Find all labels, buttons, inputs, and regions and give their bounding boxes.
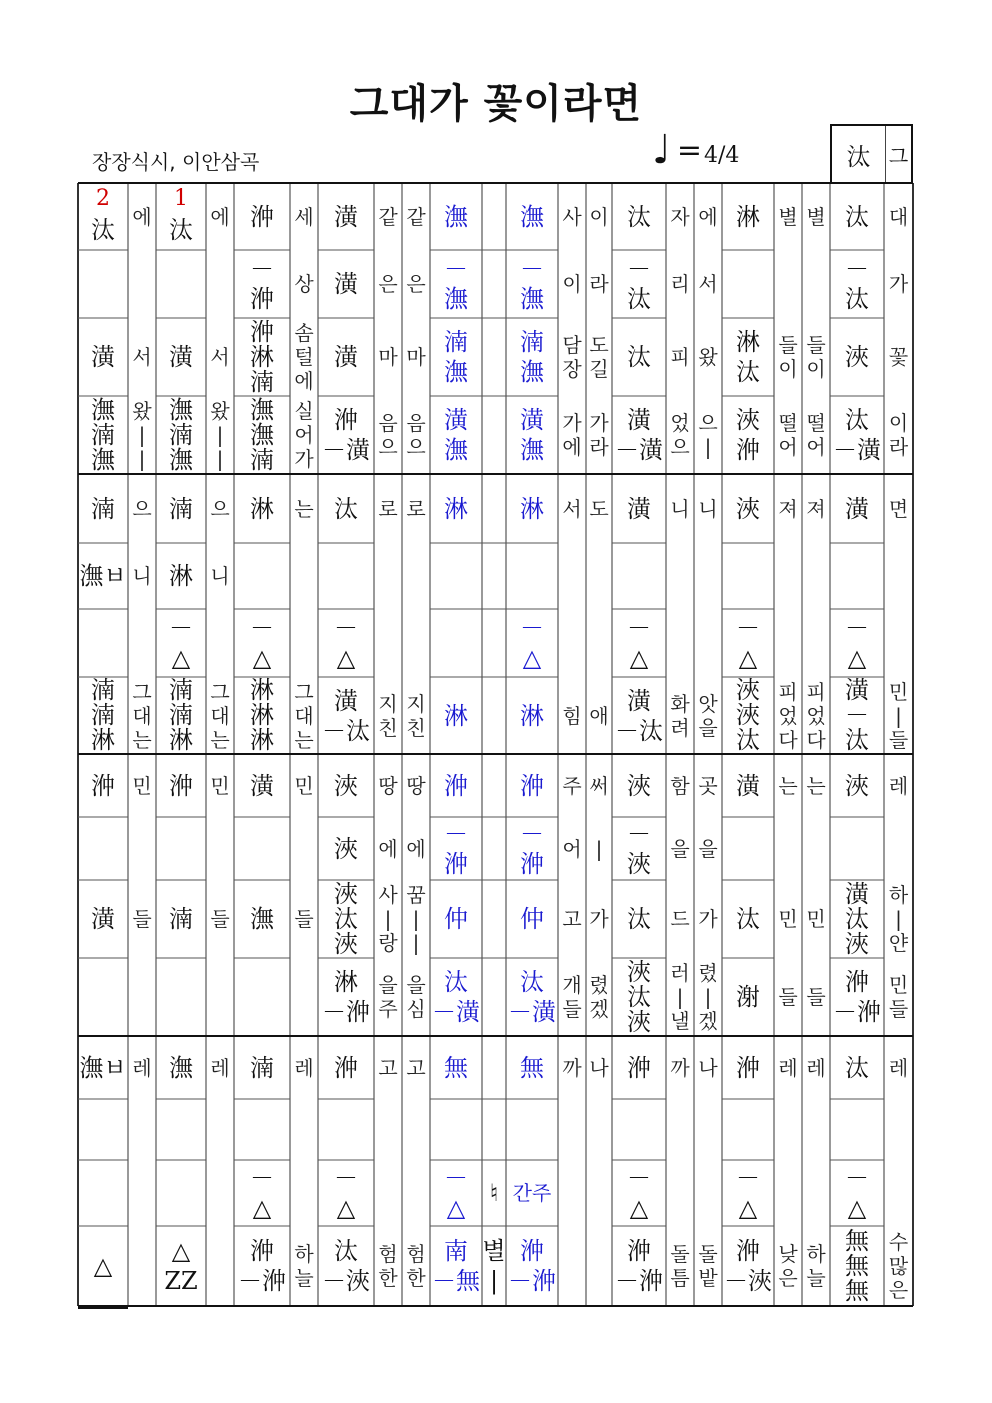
pitch-cell: 汰 [91, 215, 115, 244]
lyric-syllable: 낮 은 [778, 1242, 798, 1290]
lyric-syllable: 고 [406, 1055, 426, 1080]
pitch-cell: 湳 [169, 905, 193, 933]
pitch-cell: － △ [845, 614, 869, 672]
pitch-cell: 潢 [334, 202, 358, 231]
lyric-syllable: 민 들 [888, 973, 909, 1021]
lyric-syllable: 왔 | | [210, 399, 230, 471]
pitch-cell: 潢 [91, 905, 115, 933]
lyric-syllable: 은 [406, 272, 426, 296]
pitch-cell: 㳞 －㳞 [508, 1237, 556, 1295]
lyric-syllable: 에 [698, 204, 718, 229]
lyric-syllable: 도 길 [589, 333, 609, 381]
lyric-syllable: 험 한 [406, 1242, 426, 1290]
pitch-cell: 湳 [169, 494, 193, 523]
lyric-syllable: 별 [778, 204, 798, 229]
lyric-syllable: 앗 을 [698, 691, 718, 740]
pitch-cell: 汰 －潢 [508, 968, 556, 1026]
lyric-syllable: 민 [210, 773, 230, 798]
lyric-syllable: 레 [778, 1055, 798, 1080]
pitch-cell: 無 [520, 1053, 544, 1082]
pitch-cell: 淋 [520, 701, 544, 730]
pitch-cell: 㳞 －㳞 [238, 1237, 286, 1295]
pitch-cell: － 㳞 [444, 819, 468, 878]
lyric-syllable: 마 [378, 345, 398, 369]
pitch-cell: 浹 [334, 834, 358, 863]
lyric-syllable: 험 한 [378, 1242, 398, 1290]
pitch-cell: 浹 汰 浹 [627, 957, 651, 1036]
pitch-cell: 無 無 無 [845, 1226, 869, 1305]
lyric-syllable: 라 [589, 272, 609, 296]
lyric-syllable: 마 [406, 345, 426, 369]
lyric-syllable: 는 [778, 773, 798, 798]
pitch-cell: 淋 －㳞 [322, 968, 370, 1026]
lyric-syllable: 지 친 [406, 691, 426, 740]
pitch-cell: 潢 [334, 343, 358, 371]
lyric-syllable: 에 [210, 204, 230, 229]
pickup-lyric: 그 [888, 143, 909, 168]
lyric-syllable: 레 [294, 1055, 314, 1080]
lyric-syllable: 리 [670, 272, 690, 296]
pitch-cell: 潢 [334, 270, 358, 298]
lyric-syllable: 드 [670, 907, 690, 931]
pitch-cell: 淋 [444, 701, 468, 730]
lyric-syllable: 렸 겠 [589, 973, 609, 1021]
lyric-syllable: 니 [210, 564, 230, 588]
pitch-cell: 간주 [512, 1181, 552, 1205]
pitch-cell: 潕 潕 湳 [250, 395, 274, 474]
lyric-syllable: 가 [589, 907, 609, 931]
lyric-syllable: 니 [698, 496, 718, 521]
lyric-syllable: 을 [698, 836, 718, 861]
lyric-syllable: 피 었 다 [778, 679, 798, 752]
lyric-syllable: 같 [406, 204, 426, 229]
lyric-syllable: 을 심 [406, 973, 426, 1021]
pitch-cell: 潢 －汰 [615, 686, 663, 745]
lyric-syllable: 들 [210, 907, 230, 931]
lyric-syllable: 떨 어 [778, 411, 798, 459]
lyric-syllable: 에 [378, 836, 398, 861]
pitch-cell: 汰 [627, 905, 651, 933]
lyric-syllable: 가 라 [589, 411, 609, 459]
pitch-cell: 㳞 －潢 [322, 406, 370, 464]
lyric-syllable: 에 [406, 836, 426, 861]
pitch-cell: 仲 [520, 905, 544, 933]
pitch-cell: 浹 [845, 343, 869, 371]
pitch-cell: 浹 汰 浹 [334, 879, 358, 958]
lyric-syllable: 렸 | 겠 [698, 961, 718, 1033]
lyric-syllable: 었 으 [670, 411, 690, 459]
lyric-syllable: 음 으 [378, 411, 398, 459]
pitch-cell: 㳞 淋 湳 [250, 317, 274, 396]
pickup-pitch: 汰 [832, 126, 886, 182]
lyric-syllable: 서 [132, 345, 152, 369]
lyric-syllable: 민 [806, 907, 826, 931]
lyric-syllable: 들 이 [778, 333, 798, 381]
lyric-syllable: 같 [378, 204, 398, 229]
pitch-cell: － △ [845, 1164, 869, 1222]
lyric-syllable: 대 [888, 204, 909, 229]
lyric-syllable: 써 [589, 773, 609, 798]
lyric-syllable: 곳 [698, 773, 718, 798]
lyric-syllable: 져 [778, 496, 798, 521]
pitch-cell: 汰 －潢 [833, 406, 881, 464]
lyric-syllable: 을 [670, 836, 690, 861]
pitch-cell: 淋 汰 [736, 328, 760, 386]
lyric-syllable: 면 [888, 496, 909, 521]
lyric-syllable: 으 | [698, 411, 718, 459]
pitch-cell: 汰 [169, 215, 193, 244]
lyric-syllable: 피 [670, 345, 690, 369]
pitch-cell: 湳 湳 淋 [169, 676, 193, 754]
pitch-cell: － 潕 [444, 255, 468, 313]
pitch-cell: 潕ㅂ [79, 562, 127, 590]
lyric-syllable: 이 [562, 272, 582, 296]
pitch-cell: 浹 [736, 494, 760, 523]
lyric-syllable: 애 [589, 703, 609, 728]
pitch-cell: ♮ [489, 1179, 499, 1207]
pitch-cell: 潕 [169, 1053, 193, 1082]
pitch-cell: 淋 [169, 562, 193, 590]
lyric-syllable: 땅 [406, 773, 426, 798]
pitch-cell: 潢 潕 [444, 406, 468, 464]
pitch-cell: 汰 －浹 [322, 1237, 370, 1295]
pitch-cell: 潢 [91, 343, 115, 371]
lyric-syllable: 돌 틈 [670, 1242, 690, 1290]
lyric-syllable: 세 [294, 204, 314, 229]
lyric-syllable: 가 [698, 907, 718, 931]
pitch-cell: 無 [444, 1053, 468, 1082]
lyric-syllable: 들 [294, 907, 314, 931]
pitch-cell: － △ [334, 614, 358, 672]
lyric-syllable: 떨 어 [806, 411, 826, 459]
quarter-note-icon: ♩ [652, 127, 671, 173]
lyric-syllable: 음 으 [406, 411, 426, 459]
pitch-cell: － △ [334, 1164, 358, 1222]
pitch-cell: 潕ㅂ [79, 1053, 127, 1082]
lyric-syllable: 그 대 는 [294, 679, 314, 752]
pitch-cell: － 汰 [627, 255, 651, 313]
pitch-cell: 仲 [444, 905, 468, 933]
pitch-cell: 㳞 [91, 771, 115, 800]
lyric-syllable: 레 [888, 1055, 909, 1080]
pitch-cell: － 潕 [520, 255, 544, 313]
lyric-syllable: 을 주 [378, 973, 398, 1021]
pitch-cell: 潢 －汰 [322, 686, 370, 745]
pitch-cell: － △ [250, 614, 274, 672]
lyric-syllable: 나 [698, 1055, 718, 1080]
lyric-syllable: 땅 [378, 773, 398, 798]
lyric-syllable: 사 [562, 204, 582, 229]
pitch-cell: 㳞 [334, 1053, 358, 1082]
pitch-cell: 潢 [169, 343, 193, 371]
lyric-syllable: 그 대 는 [210, 679, 230, 752]
pitch-cell: － △ [627, 614, 651, 672]
lyric-syllable: 서 [698, 272, 718, 296]
pitch-cell: 㳞 [627, 1053, 651, 1082]
lyric-syllable: 가 에 [562, 411, 582, 459]
lyric-syllable: 은 [378, 272, 398, 296]
volta-number: 1 [174, 185, 188, 211]
pitch-cell: 㳞 [169, 771, 193, 800]
pitch-cell: 汰 －潢 [432, 968, 480, 1026]
lyric-syllable: 에 [132, 204, 152, 229]
lyric-syllable: 는 [294, 496, 314, 521]
pitch-cell: － △ [520, 614, 544, 672]
lyric-syllable: 민 | 들 [888, 679, 909, 752]
lyric-syllable: 나 [589, 1055, 609, 1080]
pitch-cell: 㳞 －㳞 [833, 968, 881, 1026]
lyric-syllable: 왔 | | [132, 399, 152, 471]
pitch-cell: 별 | [482, 1237, 506, 1295]
lyric-syllable: 주 [562, 773, 582, 798]
pitch-cell: － △ [736, 1164, 760, 1222]
pitch-cell: 㳞 [520, 771, 544, 800]
pitch-cell: 淋 [250, 494, 274, 523]
pitch-cell: 潕 [520, 202, 544, 231]
lyric-syllable: 들 [132, 907, 152, 931]
lyric-syllable: 레 [806, 1055, 826, 1080]
lyric-syllable: 레 [888, 773, 909, 798]
lyric-syllable: 도 [589, 496, 609, 521]
pitch-cell: － △ [250, 1164, 274, 1222]
lyric-syllable: 니 [670, 496, 690, 521]
lyric-syllable: 힘 [562, 703, 582, 728]
pitch-cell: － 㳞 [250, 255, 274, 313]
pitch-cell: 潕 湳 潕 [169, 395, 193, 474]
lyric-syllable: 꿈 | | [406, 883, 426, 955]
lyric-syllable: 이 라 [888, 411, 909, 459]
pitch-cell: 㳞 －浹 [724, 1237, 772, 1295]
pitch-cell: 湳 湳 淋 [91, 676, 115, 754]
lyric-syllable: 민 [778, 907, 798, 931]
lyric-syllable: 져 [806, 496, 826, 521]
tempo-value: 4/4 [704, 142, 740, 168]
pitch-cell: 潢 [627, 494, 651, 523]
pitch-cell: 湳 [91, 494, 115, 523]
lyric-syllable: 지 친 [378, 691, 398, 740]
lyric-syllable: 고 [378, 1055, 398, 1080]
lyric-syllable: 피 었 다 [806, 679, 826, 752]
lyric-syllable: 까 [562, 1055, 582, 1080]
lyric-syllable: 하 | 얀 [888, 883, 909, 955]
pitch-cell: 潢 [845, 494, 869, 523]
pitch-cell: 汰 [845, 202, 869, 231]
lyric-syllable: 로 [378, 496, 398, 521]
pitch-cell: － △ [736, 614, 760, 672]
pitch-cell: 汰 [736, 905, 760, 933]
pitch-cell: 淋 淋 淋 [250, 676, 274, 754]
pitch-cell: 浹 [845, 771, 869, 800]
lyric-syllable: 실 어 가 [294, 399, 314, 471]
lyric-syllable: 수 많 은 [888, 1230, 909, 1302]
lyric-syllable: 꽃 [888, 345, 909, 369]
volta-number: 2 [96, 185, 110, 211]
lyric-syllable: 는 [806, 773, 826, 798]
lyric-syllable: 함 [670, 773, 690, 798]
pitch-cell: 潕 [444, 202, 468, 231]
lyric-syllable: 개 들 [562, 973, 582, 1021]
lyric-syllable: 서 [210, 345, 230, 369]
pitch-cell: 㳞 [444, 771, 468, 800]
lyric-syllable: 그 대 는 [132, 679, 152, 752]
lyric-syllable: 들 이 [806, 333, 826, 381]
lyric-syllable: 들 [806, 985, 826, 1009]
pitch-cell: 汰 [845, 1053, 869, 1082]
pitch-cell: － 㳞 [520, 819, 544, 878]
lyric-syllable: 민 [132, 773, 152, 798]
pitch-cell: 浹 浹 汰 [736, 676, 760, 754]
pitch-cell: 潢 潕 [520, 406, 544, 464]
pitch-cell: 淋 [444, 494, 468, 523]
pitch-cell: 淋 [736, 202, 760, 231]
pitch-cell: 浹 [334, 771, 358, 800]
pitch-cell: 㴬 [736, 983, 760, 1011]
lyric-syllable: 레 [132, 1055, 152, 1080]
pitch-cell: 潢 [736, 771, 760, 800]
lyric-syllable: 자 [670, 204, 690, 229]
lyric-syllable: 레 [210, 1055, 230, 1080]
lyric-syllable: 서 [562, 496, 582, 521]
pitch-cell: 潕 [250, 905, 274, 933]
lyric-syllable: 까 [670, 1055, 690, 1080]
page-title: 그대가 꽃이라면 [349, 81, 643, 127]
pitch-cell: 㳞 [736, 1053, 760, 1082]
lyric-syllable: 들 [778, 985, 798, 1009]
pitch-cell: 潢 [250, 771, 274, 800]
pitch-cell: △ ZZ [164, 1237, 198, 1295]
tempo-equals: = [676, 132, 703, 168]
lyric-syllable: 러 | 낼 [670, 961, 690, 1033]
pitch-cell: 湳 潕 [520, 328, 544, 386]
pitch-cell: 潢 － 汰 [845, 676, 869, 754]
pitch-cell: － 浹 [627, 819, 651, 878]
lyric-syllable: 별 [806, 204, 826, 229]
lyric-syllable: 사 | 랑 [378, 883, 398, 955]
lyric-syllable: 으 [132, 496, 152, 521]
lyric-syllable: 담 장 [562, 333, 582, 381]
lyric-syllable: 돌 밭 [698, 1242, 718, 1290]
pitch-cell: 湳 [250, 1053, 274, 1082]
pitch-cell: 南 －無 [432, 1237, 480, 1295]
pitch-cell: 湳 潕 [444, 328, 468, 386]
pitch-cell: 㳞 [250, 202, 274, 231]
pitch-cell: 汰 [627, 343, 651, 371]
pitch-cell: 潕 湳 潕 [91, 395, 115, 474]
composer-credits: 장장식시, 이안삼곡 [92, 150, 260, 174]
lyric-syllable: 상 [294, 272, 314, 296]
lyric-syllable: 고 [562, 907, 582, 931]
pitch-cell: 潢 －潢 [615, 406, 663, 464]
pitch-cell: △ [93, 1252, 113, 1280]
pitch-cell: 浹 㳞 [736, 406, 760, 464]
lyric-syllable: | [595, 836, 603, 861]
pitch-cell: 淋 [520, 494, 544, 523]
pitch-cell: 潢 汰 浹 [845, 879, 869, 958]
lyric-syllable: 하 늘 [806, 1242, 826, 1290]
lyric-syllable: 하 늘 [294, 1242, 314, 1290]
pitch-cell: 汰 [334, 494, 358, 523]
lyric-syllable: 로 [406, 496, 426, 521]
lyric-syllable: 민 [294, 773, 314, 798]
pitch-cell: － 汰 [845, 255, 869, 313]
pitch-cell: 浹 [627, 771, 651, 800]
pitch-cell: 㳞 －㳞 [615, 1237, 663, 1295]
lyric-syllable: 화 려 [670, 691, 690, 740]
lyric-syllable: 으 [210, 496, 230, 521]
pitch-cell: － △ [169, 614, 193, 672]
lyric-syllable: 니 [132, 564, 152, 588]
pitch-cell: － △ [444, 1164, 468, 1222]
pitch-cell: 汰 [627, 202, 651, 231]
lyric-syllable: 어 [562, 836, 582, 861]
lyric-syllable: 솜 털 에 [294, 321, 314, 393]
lyric-syllable: 가 [888, 272, 909, 296]
lyric-syllable: 왔 [698, 345, 718, 369]
lyric-syllable: 이 [589, 204, 609, 229]
pitch-cell: － △ [627, 1164, 651, 1222]
